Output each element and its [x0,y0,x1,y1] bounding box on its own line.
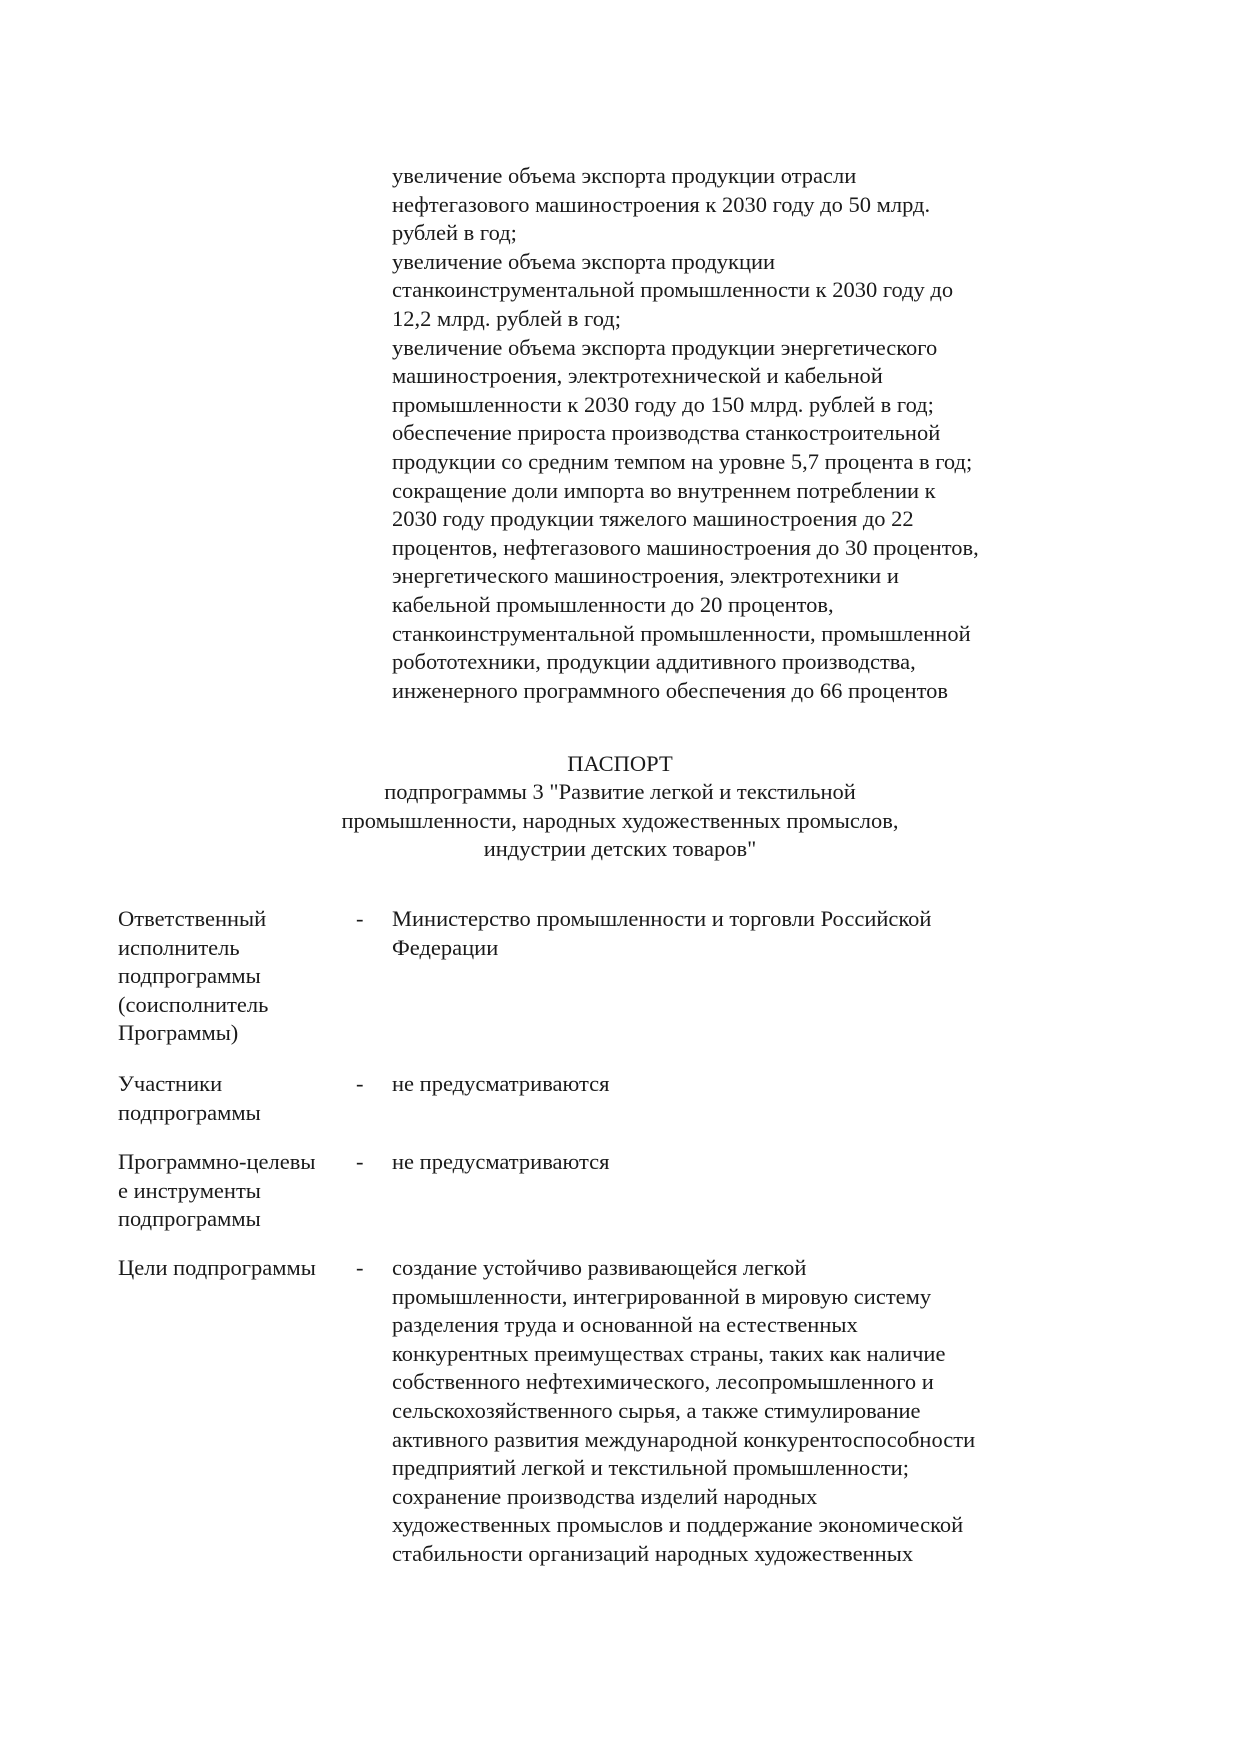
label-line: подпрограммы [118,963,261,989]
passport-subtitle [0,778,1240,864]
value-line: активного развития международной конкурентоспособности [392,1426,976,1452]
text-line: 2030 году продукции тяжелого машиностроения до 22 [392,506,914,532]
value-line: сохранение производства изделий народных [392,1483,818,1509]
value-line: создание устойчиво развивающейся легкой [392,1255,807,1280]
value-line: Министерство промышленности и торговли Российской [392,906,932,931]
text-line: промышленности к 2030 году до 150 млрд. рублей в год; [392,391,934,417]
text-line: увеличение объема экспорта продукции отрасли [392,163,857,188]
text-line: процентов, нефтегазового машиностроения до 30 процентов, [392,534,979,560]
value-line: не предусматриваются [392,1149,610,1174]
text-line: нефтегазового машиностроения к 2030 году до 50 млрд. [392,191,931,217]
value-line: конкурентных преимуществах страны, таких как наличие [392,1340,946,1366]
label-line: подпрограммы [118,1099,261,1125]
subtitle-line: подпрограммы 3 "Развитие легкой и текстильной [384,779,856,804]
row-value [392,905,1082,962]
text-line: продукции со средним темпом на уровне 5,7 процента в год; [392,448,973,474]
value-line: промышленности, интегрированной в мировую систему [392,1283,932,1309]
value-line: разделения труда и основанной на естественных [392,1312,858,1338]
label-line: Участники [118,1071,223,1096]
value-line: сельскохозяйственного сырья, а также стимулирование [392,1397,921,1423]
value-line: не предусматриваются [392,1071,610,1096]
text-line: машиностроения, электротехнической и кабельной [392,363,883,389]
label-line: Программы) [118,1020,239,1046]
row-label [118,1254,348,1283]
text-line: станкоинструментальной промышленности к 2030 году до [392,277,954,303]
row-dash: - [356,1071,364,1096]
text-line: робототехники, продукции аддитивного производства, [392,649,916,675]
text-line: рублей в год; [392,220,517,246]
row-value [392,1254,1082,1569]
text-line: станкоинструментальной промышленности, промышленной [392,620,971,646]
value-line: стабильности организаций народных художественных [392,1540,914,1566]
row-dash: - [356,1149,364,1174]
row-label [118,1070,348,1127]
row-dash: - [356,1255,364,1280]
text-line: увеличение объема экспорта продукции энергетического [392,334,938,360]
row-label [118,1148,348,1234]
label-line: Программно-целевы [118,1149,316,1174]
label-line: Ответственный [118,906,267,931]
text-line: кабельной промышленности до 20 процентов, [392,591,834,617]
text-line: энергетического машиностроения, электротехники и [392,563,899,589]
subtitle-line: индустрии детских товаров" [483,836,757,862]
text-line: 12,2 млрд. рублей в год; [392,305,622,331]
value-line: предприятий легкой и текстильной промышленности; [392,1455,909,1481]
label-line: е инструменты [118,1177,261,1203]
text-line: обеспечение прироста производства станкостроительной [392,420,941,446]
row-dash: - [356,906,364,931]
text-line: инженерного программного обеспечения до 66 процентов [392,677,948,703]
label-line: (соисполнитель [118,991,269,1017]
subtitle-line: промышленности, народных художественных промыслов, [341,807,899,833]
text-line: сокращение доли импорта во внутреннем потреблении к [392,477,936,503]
label-line: Цели подпрограммы [118,1255,316,1280]
row-value [392,1070,1082,1099]
row-label [118,905,348,1048]
value-line: художественных промыслов и поддержание экономической [392,1512,964,1538]
label-line: подпрограммы [118,1206,261,1232]
row-value [392,1148,1082,1177]
goals-continuation-text [392,162,1092,705]
value-line: Федерации [392,934,499,960]
label-line: исполнитель [118,934,240,960]
text-line: увеличение объема экспорта продукции [392,248,776,274]
passport-heading: ПАСПОРТ [567,751,673,776]
value-line: собственного нефтехимического, лесопромышленного и [392,1369,934,1395]
